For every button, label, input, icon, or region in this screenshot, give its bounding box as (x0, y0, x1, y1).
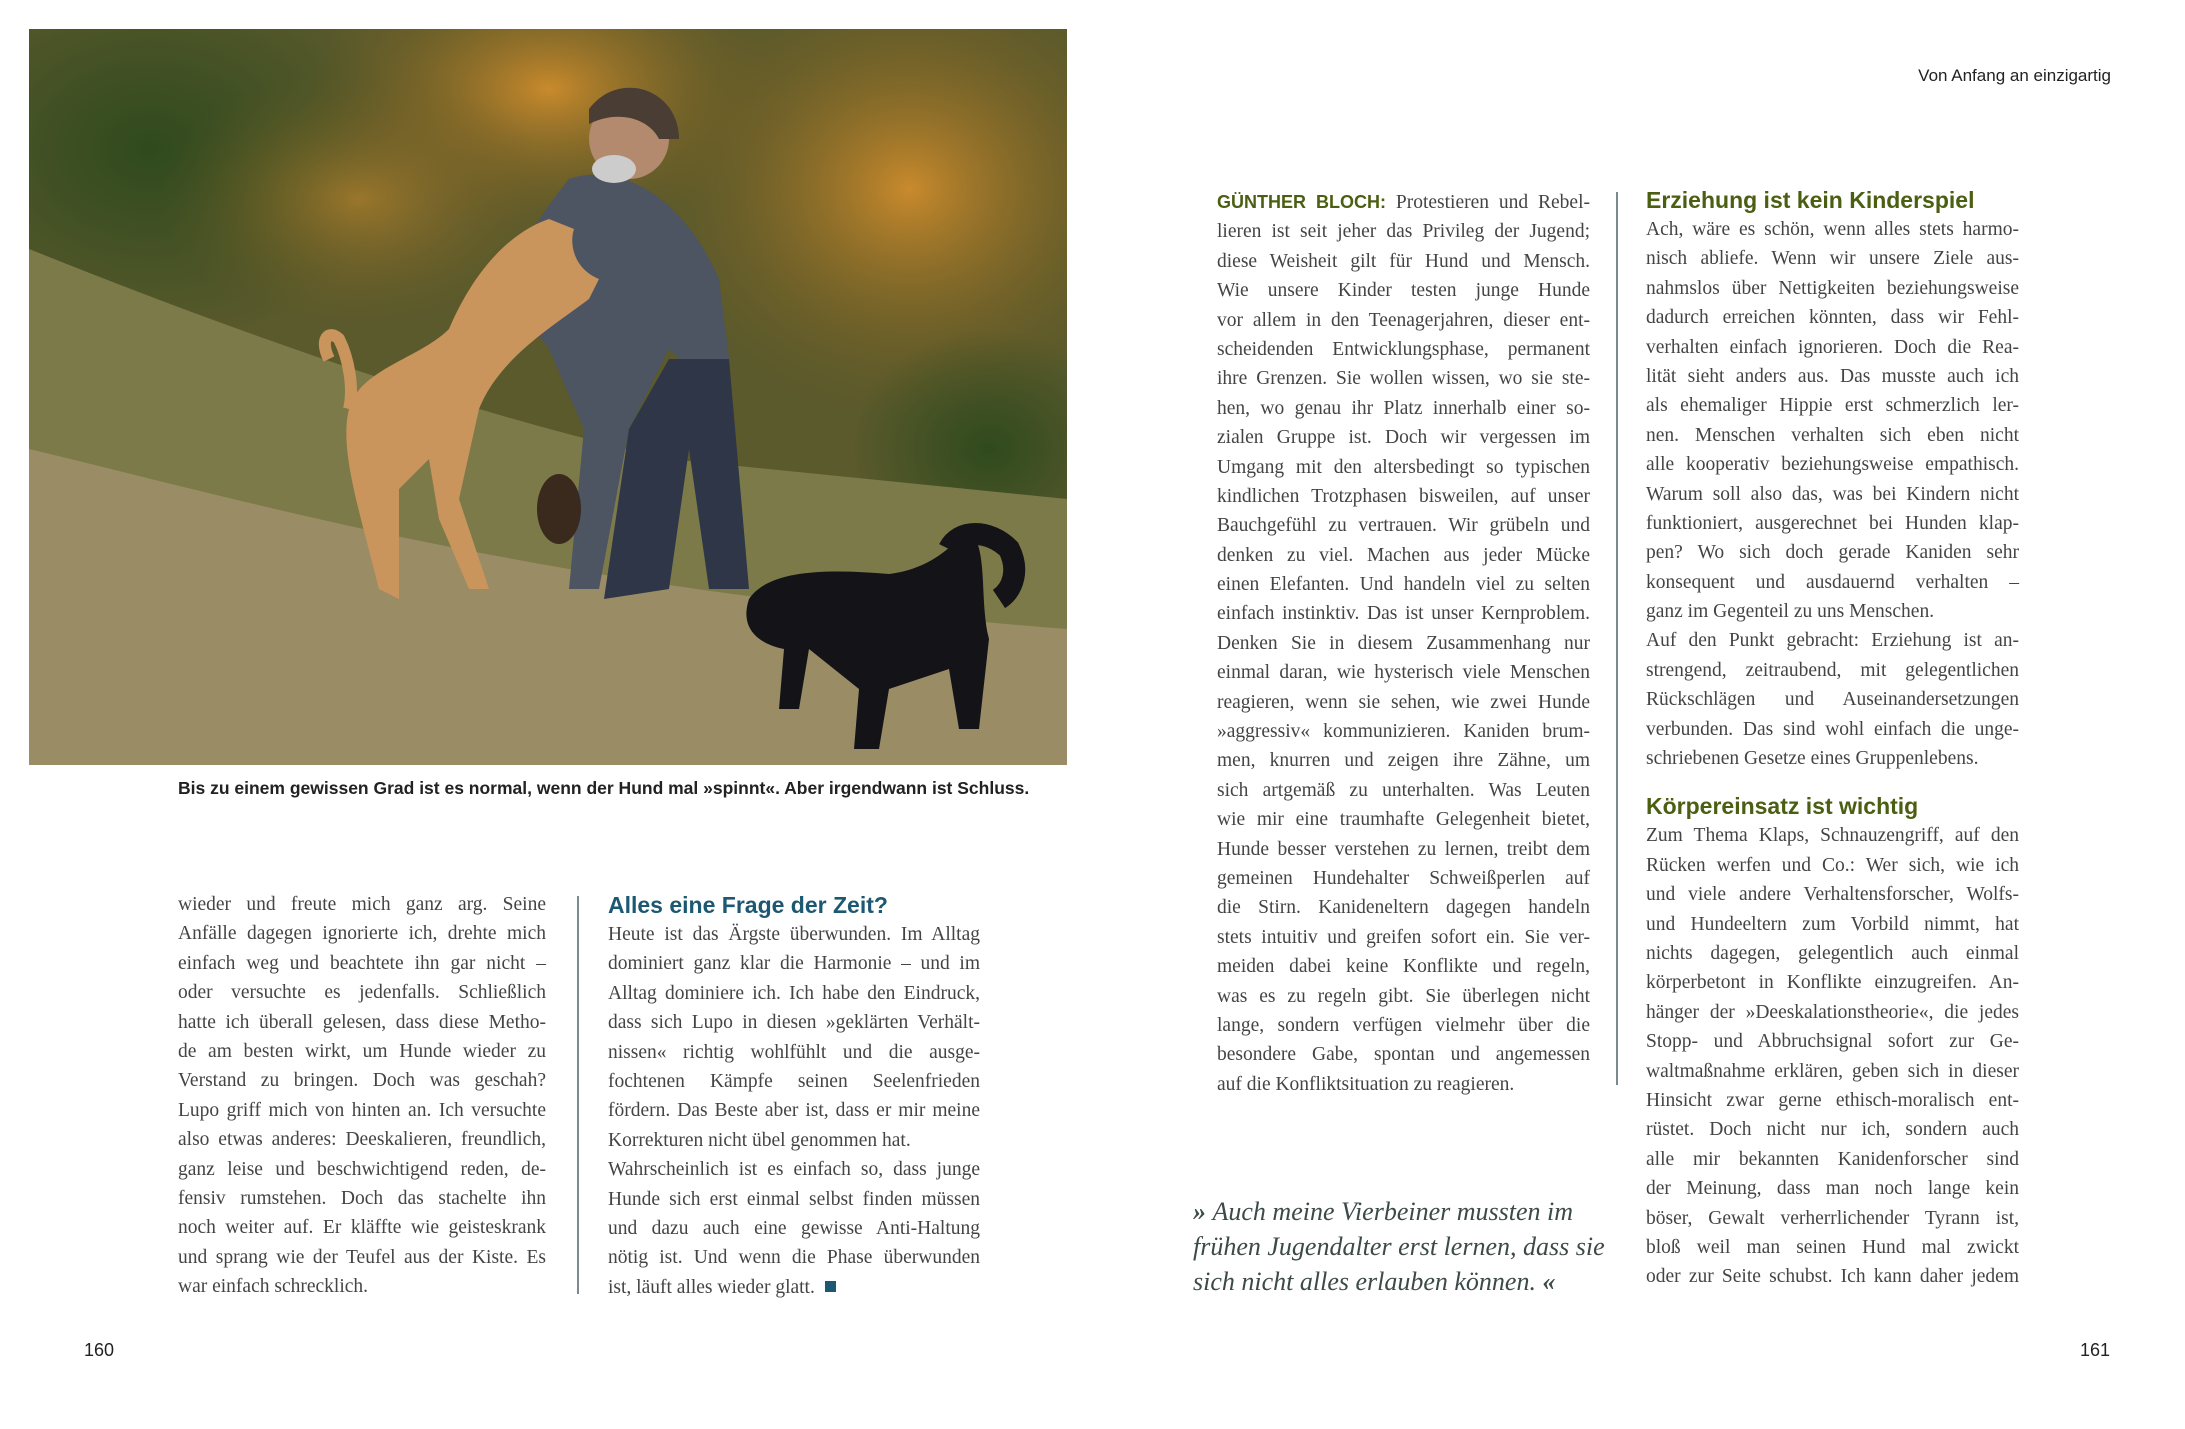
text-line: alle mir bekannten Kanidenforscher sind (1646, 1148, 2019, 1170)
text-line: noch weiter auf. Er kläffte wie geisteskrank (178, 1217, 546, 1239)
text-line: Rückschlägen und Auseinandersetzungen (1646, 689, 2019, 711)
text-line: einfach instinktiv. Das ist unser Kernproblem. (1217, 603, 1590, 625)
text-line: die Stirn. Kanideneltern dagegen handeln (1217, 897, 1590, 919)
text-line: Rücken werfen und Co.: Wer sich, wie ich (1646, 854, 2019, 876)
text-line: men, knurren und zeigen ihre Zähne, um (1217, 750, 1590, 772)
text-line: nahmslos über Nettigkeiten beziehungsweise (1646, 277, 2019, 299)
right-column-1 (1217, 188, 1590, 1099)
text-line: Wie unsere Kinder testen junge Hunde (1217, 280, 1590, 302)
text-line: Lupo griff mich von hinten an. Ich versuchte (178, 1099, 546, 1121)
section-heading: Körpereinsatz ist wichtig (1646, 793, 1919, 820)
text-line: verhalten einfach ignorieren. Doch die Rea- (1646, 336, 2019, 358)
text-line: Heute ist das Ärgste überwunden. Im Alltag (608, 924, 980, 945)
left-column-2 (608, 890, 980, 1302)
text-line: war einfach schrecklich. (178, 1276, 369, 1298)
column-divider (577, 896, 579, 1294)
text-line: einen Elefanten. Und handeln viel zu selten (1217, 574, 1590, 596)
text-line: dominiert ganz klar die Harmonie – und im (608, 953, 980, 975)
section-heading: Alles eine Frage der Zeit? (608, 892, 888, 918)
text-line: Hunde sich erst einmal selbst finden müssen (608, 1188, 980, 1210)
text-line: körperbetont in Konflikte einzugreifen. An- (1646, 972, 2019, 994)
text-line: nisch abliefe. Wenn wir unsere Ziele aus- (1646, 248, 2019, 270)
text-line: Stopp- und Abbruchsignal sofort zur Ge- (1646, 1031, 2019, 1053)
text-line: kindlichen Trotzphasen bisweilen, auf unser (1217, 485, 1590, 507)
text-line: und dazu auch eine gewisse Anti-Haltung (608, 1217, 980, 1239)
right-column-2 (1646, 185, 2019, 1292)
text-line: ihre Grenzen. Sie wollen wissen, wo sie ste- (1217, 368, 1590, 390)
quote-line: sich nicht alles erlauben können. « (1193, 1267, 1556, 1296)
text-line: wie mir eine traumhafte Gelegenheit bietet, (1217, 809, 1590, 831)
text-line: lität sieht anders aus. Das musste auch ich (1646, 365, 2019, 387)
text-line: Anfälle dagegen ignorierte ich, drehte mich (178, 923, 546, 945)
text-line: fensiv rumstehen. Doch das stachelte ihn (178, 1187, 546, 1209)
text-line: einfach weg und beachtete ihn gar nicht – (178, 952, 546, 974)
text-line: bloß weil man seinen Hund mal zwickt (1646, 1236, 2019, 1258)
text-line: Warum soll also das, was bei Kindern nicht (1646, 483, 2019, 505)
text-line: hatte ich überall gelesen, dass diese Metho- (178, 1011, 546, 1033)
text-line: »aggressiv« kommunizieren. Kaniden brum- (1217, 721, 1590, 743)
text-line: der Meinung, dass man noch lange kein (1646, 1178, 2019, 1200)
text-line: fördern. Das Beste aber ist, dass er mir meine (608, 1100, 980, 1122)
text-line: denken zu viel. Machen aus jeder Mücke (1217, 544, 1590, 566)
text-line: wieder und freute mich ganz arg. Seine (178, 894, 546, 915)
text-line: sich artgemäß zu unterhalten. Was Leuten (1217, 779, 1590, 801)
text-line: also etwas anderes: Deeskalieren, freundlich, (178, 1129, 546, 1151)
text-line: ganz leise und beschwichtigend reden, de- (178, 1158, 546, 1180)
end-of-article-mark (825, 1281, 836, 1292)
text-line: ganz im Gegenteil zu uns Menschen. (1646, 601, 1935, 623)
text-line: und Hundeeltern zum Vorbild nimmt, hat (1646, 913, 2019, 935)
text-line: pen? Wo sich doch gerade Kaniden sehr (1646, 542, 2019, 564)
text-line: dadurch erreichen könnten, dass wir Fehl- (1646, 307, 2019, 329)
text-line: nötig ist. Und wenn die Phase überwunden (608, 1247, 980, 1269)
text-line: und sprang wie der Teufel aus der Kiste. Es (178, 1246, 546, 1268)
text-line: einmal daran, wie hysterisch viele Menschen (1217, 662, 1590, 684)
text-line: hen, wo genau ihr Platz innerhalb einer so- (1217, 397, 1590, 419)
text-line: Wahrscheinlich ist es einfach so, dass junge (608, 1159, 980, 1181)
text-line: meiden dabei keine Konflikte und regeln, (1217, 956, 1590, 978)
text-line: Zum Thema Klaps, Schnauzengriff, auf den (1646, 825, 2019, 847)
text-line: Verstand zu bringen. Doch was geschah? (178, 1070, 546, 1092)
pull-quote (1193, 1194, 1605, 1299)
text-line: lieren ist seit jeher das Privileg der Jugend; (1217, 221, 1590, 243)
text-line: konsequent und ausdauernd verhalten – (1646, 571, 2019, 593)
text-line: oder versuchte es jedenfalls. Schließlich (178, 982, 546, 1004)
text-line: rüstet. Doch nicht nur ich, sondern auch (1646, 1119, 2019, 1141)
left-column-1 (178, 890, 546, 1301)
text-line: waltmaßnahme erklären, geben sich in dieser (1646, 1060, 2019, 1082)
text-line: Hinsicht zwar gerne ethisch-moralisch ent- (1646, 1089, 2019, 1111)
quote-close-mark: « (1535, 1267, 1556, 1296)
text-line: nissen« richtig wohlfühlt und die ausge- (608, 1041, 980, 1063)
quote-open-mark: » (1193, 1197, 1213, 1226)
text-line: oder zur Seite schubst. Ich kann daher jedem (1646, 1266, 2019, 1288)
text-line: scheidenden Entwicklungsphase, permanent (1217, 338, 1590, 360)
text-line: lange, sondern verfügen vielmehr über die (1217, 1014, 1590, 1036)
text-line: ist, läuft alles wieder glatt. (608, 1273, 980, 1302)
column-divider (1616, 192, 1618, 1085)
text-line: als ehemaliger Hippie erst schmerzlich ler- (1646, 395, 2019, 417)
text-line: nichts dagegen, gelegentlich auch einmal (1646, 942, 2019, 964)
text-line (1217, 188, 1590, 217)
text-line: Alltag dominiere ich. Ich habe den Eindruck, (608, 982, 980, 1004)
photo-caption: Bis zu einem gewissen Grad ist es normal, wenn der Hund mal »spinnt«. Aber irgendwann ist Schluss. (178, 778, 1030, 798)
text-line: diese Weisheit gilt für Hund und Mensch. (1217, 250, 1590, 272)
section-heading: Erziehung ist kein Kinderspiel (1646, 187, 1975, 213)
text-line: reagieren, wenn sie sehen, wie zwei Hunde (1217, 691, 1590, 713)
text-line: Denken Sie in diesem Zusammenhang nur (1217, 632, 1590, 654)
text-line-content: Protestieren und Rebel- (1395, 192, 1590, 213)
text-line: verbunden. Das sind wohl einfach die unge- (1646, 718, 2019, 740)
running-head: Von Anfang an einzigartig (1918, 66, 2111, 85)
text-line: Ach, wäre es schön, wenn alles stets harmo- (1646, 219, 2019, 240)
quote-line: frühen Jugendalter erst lernen, dass sie (1193, 1232, 1605, 1261)
text-line: Umgang mit den altersbedingt so typischen (1217, 456, 1590, 478)
speaker-name: GÜNTHER BLOCH: (1217, 192, 1386, 212)
text-line: schriebenen Gesetze eines Gruppenlebens. (1646, 748, 1979, 770)
text-line: de am besten wirkt, um Hunde wieder zu (178, 1040, 546, 1062)
text-line: böser, Gewalt verherrlichender Tyrann ist, (1646, 1207, 2019, 1229)
text-line: nen. Menschen verhalten sich eben nicht (1646, 424, 2019, 446)
text-line: Bauchgefühl zu vertrauen. Wir grübeln und (1217, 515, 1590, 537)
photo-illustration (29, 29, 1067, 765)
photo-man-with-dogs (29, 29, 1067, 765)
page-number-left: 160 (84, 1340, 115, 1360)
quote-line: » Auch meine Vierbeiner mussten im (1193, 1197, 1574, 1226)
text-line: stets intuitiv und greifen sofort ein. Sie ver- (1217, 926, 1590, 948)
text-line: zialen Gruppe ist. Doch wir vergessen im (1217, 427, 1590, 449)
text-line: vor allem in den Teenagerjahren, dieser ent- (1217, 309, 1590, 331)
text-line: funktioniert, ausgerechnet bei Hunden klap- (1646, 512, 2019, 534)
text-line: hänger der »Deeskalationstheorie«, die jedes (1646, 1001, 2019, 1023)
text-line: Hunde besser verstehen zu lernen, treibt dem (1217, 838, 1590, 860)
text-line: was es zu regeln gibt. Sie überlegen nicht (1217, 985, 1590, 1007)
text-line: Korrekturen nicht übel genommen hat. (608, 1129, 911, 1151)
page-number-right: 161 (2080, 1340, 2111, 1360)
text-line: und viele andere Verhaltensforscher, Wolfs- (1646, 884, 2019, 906)
text-line: strengend, zeitraubend, mit gelegentlichen (1646, 659, 2019, 681)
text-line: Auf den Punkt gebracht: Erziehung ist an- (1646, 630, 2019, 652)
text-line: fochtenen Kämpfe seinen Seelenfrieden (608, 1070, 980, 1092)
text-line: auf die Konfliktsituation zu reagieren. (1217, 1073, 1515, 1095)
text-line: gemeinen Hundehalter Schweißperlen auf (1217, 867, 1590, 889)
text-line: besondere Gabe, spontan und angemessen (1217, 1044, 1590, 1066)
text-line: dass sich Lupo in diesen »geklärten Verhält- (608, 1012, 980, 1034)
text-line: alle kooperativ beziehungsweise empathisch. (1646, 454, 2019, 476)
